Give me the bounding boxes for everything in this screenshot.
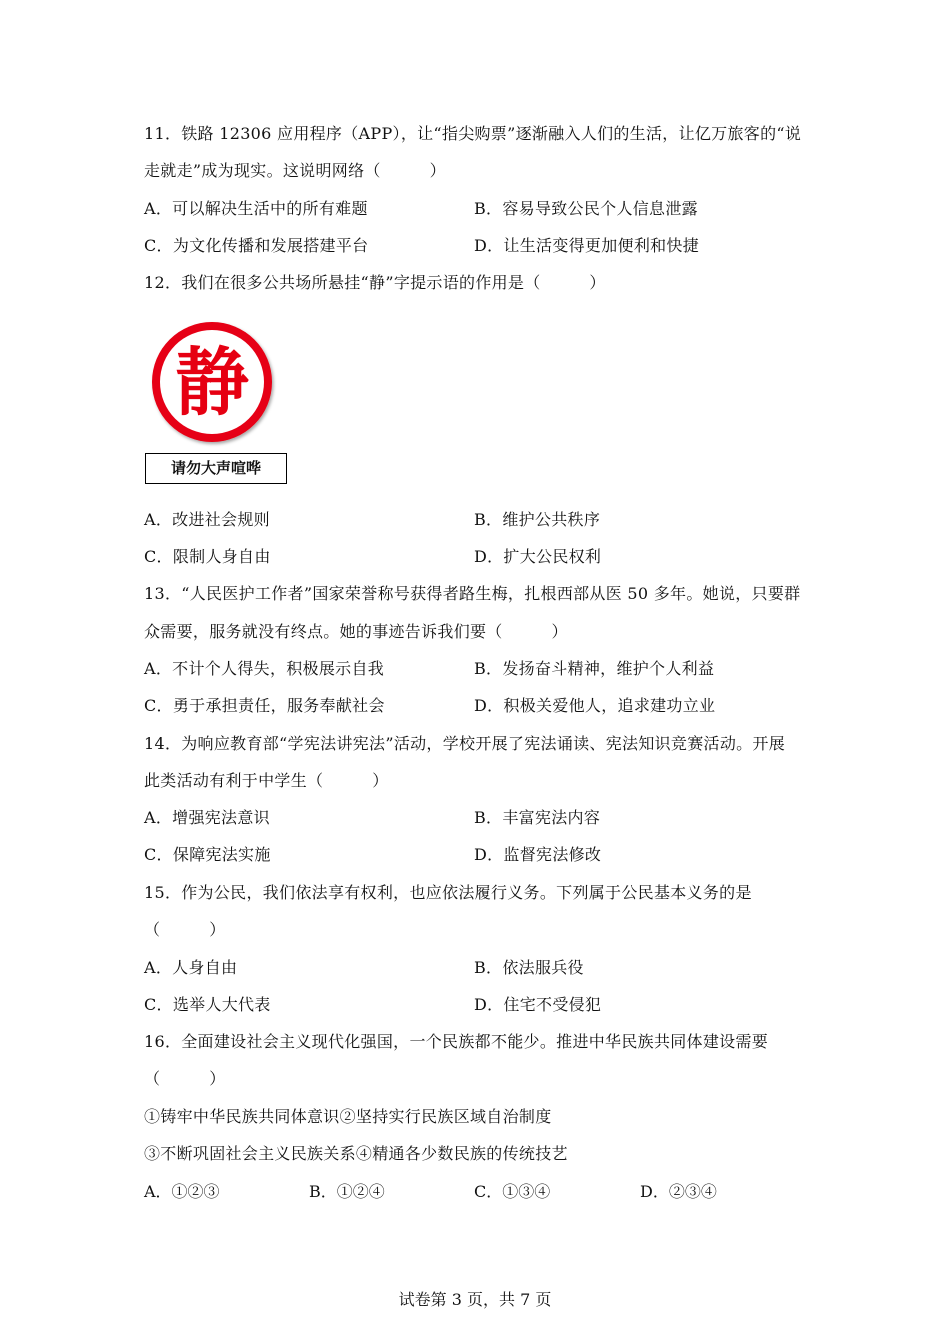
- q14-option-a: A．增强宪法意识: [144, 808, 270, 827]
- q15-stem-line1: 15．作为公民，我们依法享有权利，也应依法履行义务。下列属于公民基本义务的是: [144, 883, 752, 902]
- q16-items-line1: ①铸牢中华民族共同体意识②坚持实行民族区域自治制度: [144, 1107, 552, 1126]
- q15-option-d: D．住宅不受侵犯: [474, 995, 602, 1014]
- q14-option-b: B．丰富宪法内容: [474, 808, 601, 827]
- q11-option-c: C．为文化传播和发展搭建平台: [144, 236, 369, 255]
- q14-option-c: C．保障宪法实施: [144, 845, 271, 864]
- q15-option-c: C．选举人大代表: [144, 995, 271, 1014]
- q11-stem-line1: 11．铁路 12306 应用程序（APP），让“指尖购票”逐渐融入人们的生活，让亿万旅客的“说: [144, 124, 802, 143]
- q16-items-line2: ③不断巩固社会主义民族关系④精通各少数民族的传统技艺: [144, 1144, 568, 1163]
- q12-option-c: C．限制人身自由: [144, 547, 271, 566]
- q14-stem-line1: 14．为响应教育部“学宪法讲宪法”活动，学校开展了宪法诵读、宪法知识竞赛活动。开展: [144, 734, 786, 753]
- quiet-sign-image: [148, 318, 278, 448]
- q13-option-c: C．勇于承担责任，服务奉献社会: [144, 696, 385, 715]
- q12-stem-line1: 12．我们在很多公共场所悬挂“静”字提示语的作用是（ ）: [144, 273, 606, 292]
- q14-stem-line2: 此类活动有利于中学生（ ）: [144, 771, 389, 790]
- q11-stem-line2: 走就走”成为现实。这说明网络（ ）: [144, 161, 446, 180]
- sign-character: 静: [175, 340, 249, 426]
- q12-option-d: D．扩大公民权利: [474, 547, 602, 566]
- q13-stem-line2: 众需要，服务就没有终点。她的事迹告诉我们要（ ）: [144, 622, 568, 641]
- page-footer: 试卷第 3 页，共 7 页: [398, 1290, 552, 1309]
- q16-option-c: C．①③④: [474, 1182, 551, 1201]
- q11-option-d: D．让生活变得更加便利和快捷: [474, 236, 700, 255]
- q16-stem-line1: 16．全面建设社会主义现代化强国，一个民族都不能少。推进中华民族共同体建设需要: [144, 1032, 769, 1051]
- q11-option-b: B．容易导致公民个人信息泄露: [474, 199, 698, 218]
- q16-stem-line2: （ ）: [144, 1069, 226, 1088]
- q12-option-a: A．改进社会规则: [144, 510, 270, 529]
- q13-stem-line1: 13．“人民医护工作者”国家荣誉称号获得者路生梅，扎根西部从医 50 多年。她说，只要群: [144, 584, 801, 603]
- q11-option-a: A．可以解决生活中的所有难题: [144, 199, 368, 218]
- q15-stem-line2: （ ）: [144, 920, 226, 939]
- quiet-sign-label: 请勿大声喧哗: [145, 453, 287, 484]
- q15-option-a: A．人身自由: [144, 958, 238, 977]
- q13-option-d: D．积极关爱他人，追求建功立业: [474, 696, 716, 715]
- q12-option-b: B．维护公共秩序: [474, 510, 601, 529]
- q13-option-a: A．不计个人得失，积极展示自我: [144, 659, 385, 678]
- q16-option-d: D．②③④: [640, 1182, 717, 1201]
- q15-option-b: B．依法服兵役: [474, 958, 584, 977]
- q13-option-b: B．发扬奋斗精神，维护个人利益: [474, 659, 715, 678]
- q16-option-b: B．①②④: [309, 1182, 385, 1201]
- q14-option-d: D．监督宪法修改: [474, 845, 602, 864]
- q16-option-a: A．①②③: [144, 1182, 220, 1201]
